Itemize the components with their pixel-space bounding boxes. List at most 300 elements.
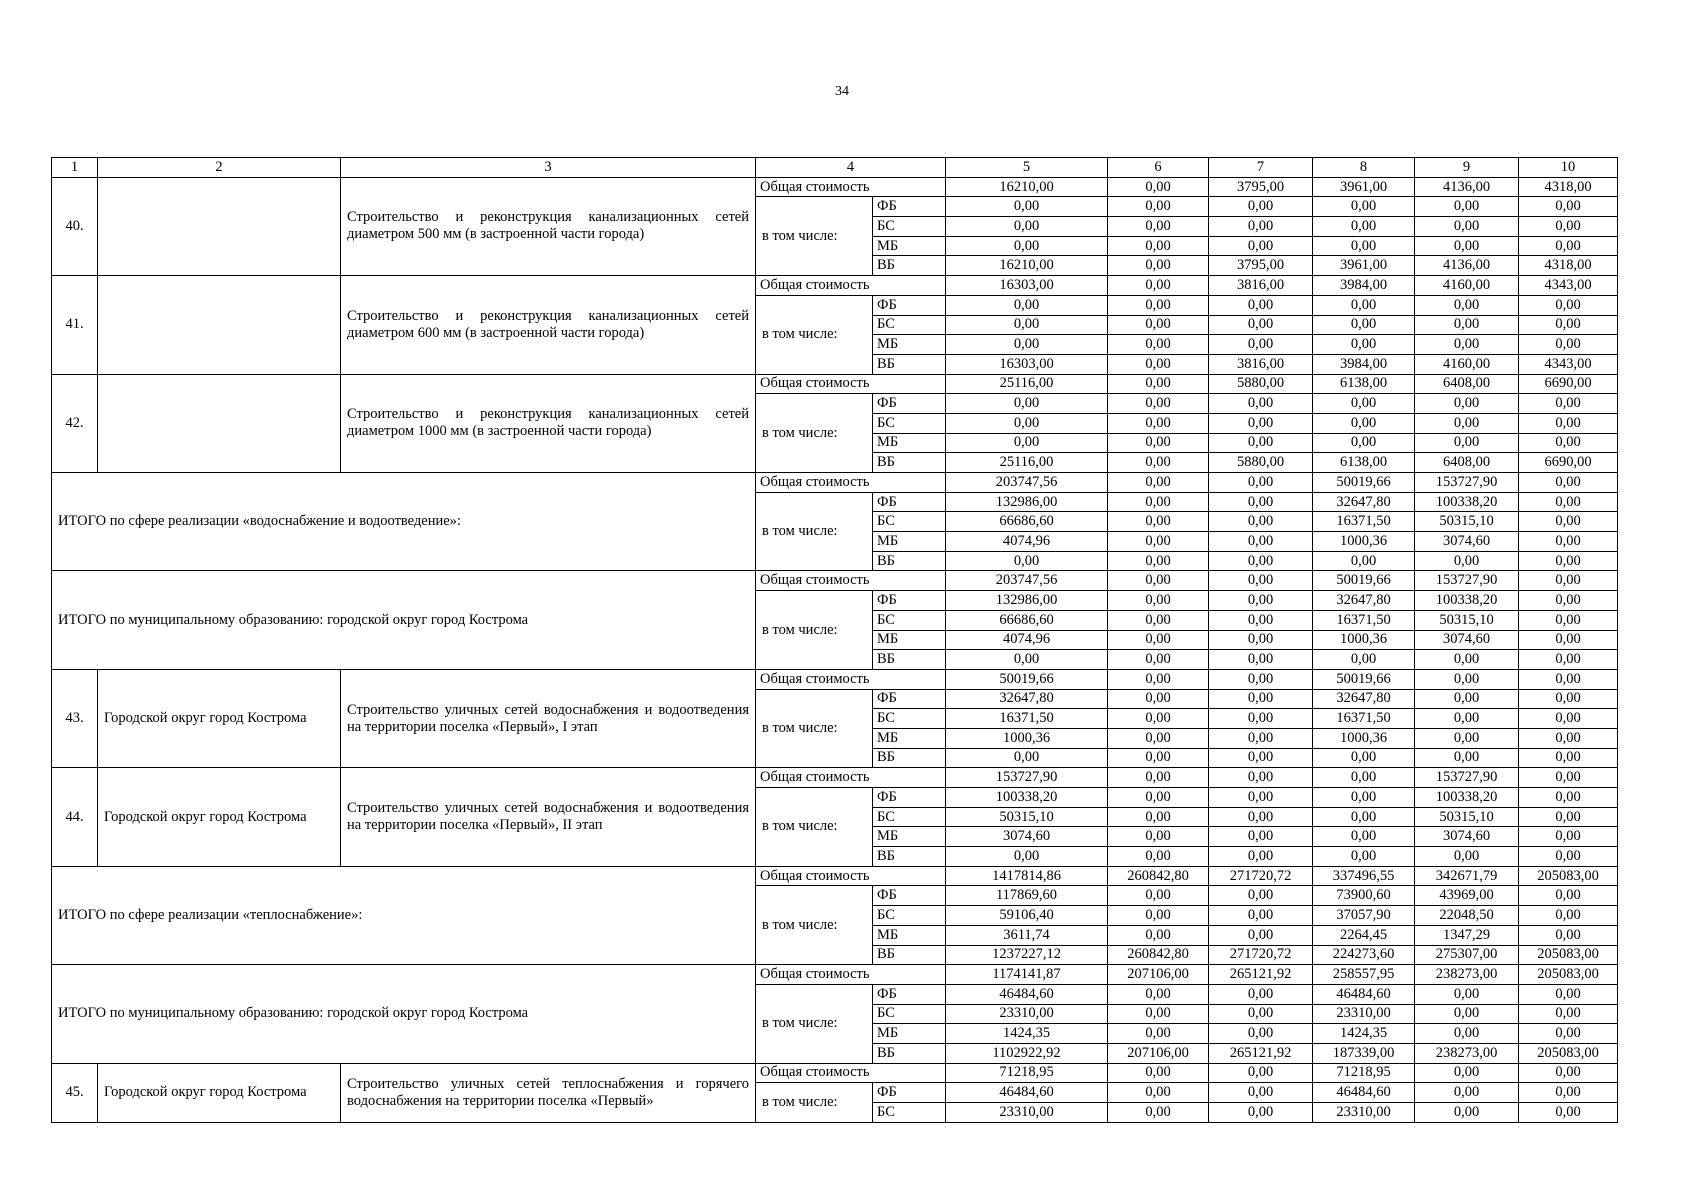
amount-cell: 1417814,86 <box>946 866 1108 886</box>
amount-cell: 0,00 <box>1108 374 1209 394</box>
amount-cell: 0,00 <box>1209 748 1313 768</box>
amount-cell: 153727,90 <box>1415 768 1519 788</box>
amount-cell: 224273,60 <box>1313 945 1415 965</box>
amount-cell: 0,00 <box>1108 1063 1209 1083</box>
table-row <box>52 473 1618 493</box>
amount-cell: 0,00 <box>1519 650 1618 670</box>
amount-cell: 6138,00 <box>1313 453 1415 473</box>
funding-source: ВБ <box>873 453 946 473</box>
amount-cell: 0,00 <box>1209 768 1313 788</box>
total-cost-label: Общая стоимость <box>756 965 946 985</box>
budget-table <box>51 157 1618 1123</box>
column-header: 10 <box>1519 158 1618 178</box>
table-row <box>52 768 1618 788</box>
amount-cell: 0,00 <box>1209 630 1313 650</box>
funding-source: МБ <box>873 335 946 355</box>
amount-cell: 0,00 <box>1108 768 1209 788</box>
funding-source: ФБ <box>873 788 946 808</box>
funding-source: ВБ <box>873 847 946 867</box>
amount-cell: 0,00 <box>1519 473 1618 493</box>
funding-source: БС <box>873 512 946 532</box>
table-row <box>52 276 1618 296</box>
amount-cell: 0,00 <box>1209 394 1313 414</box>
funding-source: МБ <box>873 728 946 748</box>
amount-cell: 46484,60 <box>1313 1083 1415 1103</box>
amount-cell: 0,00 <box>1313 650 1415 670</box>
amount-cell: 132986,00 <box>946 591 1108 611</box>
amount-cell: 0,00 <box>1108 1024 1209 1044</box>
funding-source: ФБ <box>873 689 946 709</box>
column-header: 4 <box>756 158 946 178</box>
funding-source: ФБ <box>873 591 946 611</box>
including-label: в том числе: <box>756 197 873 276</box>
amount-cell: 0,00 <box>1415 315 1519 335</box>
amount-cell: 117869,60 <box>946 886 1108 906</box>
amount-cell: 0,00 <box>1108 177 1209 197</box>
amount-cell: 0,00 <box>1415 984 1519 1004</box>
amount-cell: 0,00 <box>1313 788 1415 808</box>
amount-cell: 0,00 <box>1108 217 1209 237</box>
amount-cell: 187339,00 <box>1313 1043 1415 1063</box>
project-description: Строительство уличных сетей теплоснабжения и горячего водоснабжения на территории поселка «Первый» <box>341 1063 756 1122</box>
amount-cell: 203747,56 <box>946 571 1108 591</box>
organization-cell: Городской округ город Кострома <box>98 669 341 767</box>
amount-cell: 16371,50 <box>1313 709 1415 729</box>
column-header: 6 <box>1108 158 1209 178</box>
funding-source: МБ <box>873 827 946 847</box>
including-label: в том числе: <box>756 1083 873 1122</box>
amount-cell: 0,00 <box>1313 413 1415 433</box>
amount-cell: 23310,00 <box>946 1004 1108 1024</box>
amount-cell: 0,00 <box>1519 768 1618 788</box>
amount-cell: 0,00 <box>1313 827 1415 847</box>
table-row <box>52 571 1618 591</box>
funding-source: ФБ <box>873 492 946 512</box>
amount-cell: 0,00 <box>1108 433 1209 453</box>
total-cost-label: Общая стоимость <box>756 768 946 788</box>
amount-cell: 4160,00 <box>1415 354 1519 374</box>
amount-cell: 0,00 <box>1415 295 1519 315</box>
amount-cell: 0,00 <box>1519 217 1618 237</box>
amount-cell: 2264,45 <box>1313 925 1415 945</box>
funding-source: ФБ <box>873 984 946 1004</box>
table-row <box>52 866 1618 886</box>
amount-cell: 0,00 <box>1209 236 1313 256</box>
amount-cell: 23310,00 <box>946 1103 1108 1123</box>
amount-cell: 0,00 <box>1209 1083 1313 1103</box>
amount-cell: 0,00 <box>1519 610 1618 630</box>
amount-cell: 0,00 <box>946 236 1108 256</box>
amount-cell: 23310,00 <box>1313 1004 1415 1024</box>
amount-cell: 0,00 <box>1209 689 1313 709</box>
amount-cell: 1237227,12 <box>946 945 1108 965</box>
amount-cell: 59106,40 <box>946 906 1108 926</box>
amount-cell: 0,00 <box>1108 728 1209 748</box>
amount-cell: 0,00 <box>1519 1083 1618 1103</box>
amount-cell: 0,00 <box>946 295 1108 315</box>
amount-cell: 153727,90 <box>1415 473 1519 493</box>
amount-cell: 0,00 <box>1519 551 1618 571</box>
amount-cell: 0,00 <box>946 413 1108 433</box>
amount-cell: 23310,00 <box>1313 1103 1415 1123</box>
amount-cell: 0,00 <box>1209 709 1313 729</box>
amount-cell: 3795,00 <box>1209 177 1313 197</box>
column-header: 3 <box>341 158 756 178</box>
amount-cell: 0,00 <box>1209 610 1313 630</box>
total-cost-label: Общая стоимость <box>756 669 946 689</box>
amount-cell: 0,00 <box>1108 295 1209 315</box>
amount-cell: 0,00 <box>1313 217 1415 237</box>
amount-cell: 258557,95 <box>1313 965 1415 985</box>
amount-cell: 205083,00 <box>1519 866 1618 886</box>
amount-cell: 0,00 <box>1108 1083 1209 1103</box>
total-cost-label: Общая стоимость <box>756 473 946 493</box>
including-label: в том числе: <box>756 591 873 670</box>
amount-cell: 0,00 <box>1519 1004 1618 1024</box>
amount-cell: 0,00 <box>1519 630 1618 650</box>
amount-cell: 25116,00 <box>946 374 1108 394</box>
amount-cell: 0,00 <box>1108 650 1209 670</box>
amount-cell: 0,00 <box>1209 217 1313 237</box>
amount-cell: 0,00 <box>1519 1103 1618 1123</box>
amount-cell: 0,00 <box>1209 315 1313 335</box>
amount-cell: 0,00 <box>1209 886 1313 906</box>
including-label: в том числе: <box>756 689 873 768</box>
amount-cell: 0,00 <box>1108 492 1209 512</box>
amount-cell: 50019,66 <box>1313 473 1415 493</box>
amount-cell: 50315,10 <box>1415 512 1519 532</box>
amount-cell: 32647,80 <box>1313 591 1415 611</box>
total-cost-label: Общая стоимость <box>756 276 946 296</box>
amount-cell: 3816,00 <box>1209 354 1313 374</box>
amount-cell: 0,00 <box>946 197 1108 217</box>
amount-cell: 0,00 <box>1209 551 1313 571</box>
amount-cell: 0,00 <box>1415 236 1519 256</box>
amount-cell: 0,00 <box>1313 394 1415 414</box>
project-description: Строительство уличных сетей водоснабжения и водоотведения на территории поселка «Первый», II этап <box>341 768 756 866</box>
amount-cell: 0,00 <box>1519 984 1618 1004</box>
amount-cell: 0,00 <box>1108 571 1209 591</box>
amount-cell: 0,00 <box>1519 315 1618 335</box>
amount-cell: 0,00 <box>1519 1063 1618 1083</box>
amount-cell: 0,00 <box>1519 709 1618 729</box>
amount-cell: 0,00 <box>1415 847 1519 867</box>
amount-cell: 203747,56 <box>946 473 1108 493</box>
amount-cell: 0,00 <box>1108 984 1209 1004</box>
amount-cell: 0,00 <box>1108 354 1209 374</box>
amount-cell: 0,00 <box>1519 689 1618 709</box>
amount-cell: 1347,29 <box>1415 925 1519 945</box>
project-description: Строительство уличных сетей водоснабжения и водоотведения на территории поселка «Первый», I этап <box>341 669 756 767</box>
amount-cell: 0,00 <box>946 217 1108 237</box>
row-number: 41. <box>52 276 98 374</box>
amount-cell: 0,00 <box>1209 1024 1313 1044</box>
amount-cell: 0,00 <box>1108 236 1209 256</box>
amount-cell: 73900,60 <box>1313 886 1415 906</box>
amount-cell: 32647,80 <box>946 689 1108 709</box>
amount-cell: 0,00 <box>1415 689 1519 709</box>
amount-cell: 0,00 <box>1519 335 1618 355</box>
amount-cell: 46484,60 <box>946 1083 1108 1103</box>
funding-source: ВБ <box>873 354 946 374</box>
amount-cell: 3795,00 <box>1209 256 1313 276</box>
amount-cell: 0,00 <box>1209 433 1313 453</box>
amount-cell: 3961,00 <box>1313 256 1415 276</box>
amount-cell: 0,00 <box>1313 748 1415 768</box>
amount-cell: 0,00 <box>1108 709 1209 729</box>
funding-source: ВБ <box>873 650 946 670</box>
amount-cell: 0,00 <box>1209 669 1313 689</box>
amount-cell: 0,00 <box>1313 768 1415 788</box>
amount-cell: 71218,95 <box>1313 1063 1415 1083</box>
amount-cell: 0,00 <box>1313 197 1415 217</box>
amount-cell: 0,00 <box>1108 256 1209 276</box>
amount-cell: 0,00 <box>1415 394 1519 414</box>
amount-cell: 0,00 <box>1519 788 1618 808</box>
including-label: в том числе: <box>756 394 873 473</box>
amount-cell: 271720,72 <box>1209 945 1313 965</box>
amount-cell: 0,00 <box>1415 748 1519 768</box>
amount-cell: 0,00 <box>1209 906 1313 926</box>
amount-cell: 0,00 <box>1108 551 1209 571</box>
amount-cell: 0,00 <box>1209 512 1313 532</box>
funding-source: МБ <box>873 433 946 453</box>
amount-cell: 0,00 <box>1108 788 1209 808</box>
total-cost-label: Общая стоимость <box>756 1063 946 1083</box>
table-body <box>52 158 1618 1123</box>
amount-cell: 0,00 <box>1415 1024 1519 1044</box>
amount-cell: 22048,50 <box>1415 906 1519 926</box>
amount-cell: 100338,20 <box>1415 788 1519 808</box>
amount-cell: 1000,36 <box>946 728 1108 748</box>
amount-cell: 0,00 <box>946 650 1108 670</box>
amount-cell: 0,00 <box>1519 236 1618 256</box>
total-label: ИТОГО по муниципальному образованию: городской округ город Кострома <box>52 571 756 669</box>
column-header: 2 <box>98 158 341 178</box>
amount-cell: 0,00 <box>1108 630 1209 650</box>
funding-source: БС <box>873 315 946 335</box>
funding-source: БС <box>873 709 946 729</box>
amount-cell: 16371,50 <box>1313 512 1415 532</box>
amount-cell: 50315,10 <box>1415 610 1519 630</box>
amount-cell: 4074,96 <box>946 630 1108 650</box>
amount-cell: 4343,00 <box>1519 276 1618 296</box>
organization-cell: Городской округ город Кострома <box>98 1063 341 1122</box>
amount-cell: 0,00 <box>1108 807 1209 827</box>
amount-cell: 1000,36 <box>1313 532 1415 552</box>
amount-cell: 3074,60 <box>1415 532 1519 552</box>
total-label: ИТОГО по сфере реализации «теплоснабжение»: <box>52 866 756 964</box>
amount-cell: 0,00 <box>1108 512 1209 532</box>
table-row <box>52 374 1618 394</box>
amount-cell: 0,00 <box>1519 925 1618 945</box>
amount-cell: 0,00 <box>1108 827 1209 847</box>
amount-cell: 0,00 <box>1209 728 1313 748</box>
amount-cell: 0,00 <box>1108 197 1209 217</box>
amount-cell: 6408,00 <box>1415 453 1519 473</box>
amount-cell: 0,00 <box>1209 571 1313 591</box>
amount-cell: 0,00 <box>1209 788 1313 808</box>
organization-cell <box>98 276 341 374</box>
amount-cell: 0,00 <box>1313 236 1415 256</box>
row-number: 45. <box>52 1063 98 1122</box>
amount-cell: 0,00 <box>1519 669 1618 689</box>
amount-cell: 50315,10 <box>1415 807 1519 827</box>
amount-cell: 260842,80 <box>1108 866 1209 886</box>
amount-cell: 32647,80 <box>1313 492 1415 512</box>
amount-cell: 4136,00 <box>1415 177 1519 197</box>
amount-cell: 25116,00 <box>946 453 1108 473</box>
page-number: 34 <box>835 84 849 99</box>
project-description: Строительство и реконструкция канализационных сетей диаметром 600 мм (в застроенной части города) <box>341 276 756 374</box>
amount-cell: 66686,60 <box>946 610 1108 630</box>
amount-cell: 0,00 <box>946 748 1108 768</box>
amount-cell: 153727,90 <box>1415 571 1519 591</box>
amount-cell: 0,00 <box>1313 335 1415 355</box>
amount-cell: 3816,00 <box>1209 276 1313 296</box>
column-header: 9 <box>1415 158 1519 178</box>
amount-cell: 265121,92 <box>1209 965 1313 985</box>
amount-cell: 32647,80 <box>1313 689 1415 709</box>
amount-cell: 0,00 <box>1519 728 1618 748</box>
amount-cell: 4343,00 <box>1519 354 1618 374</box>
funding-source: БС <box>873 217 946 237</box>
amount-cell: 0,00 <box>1415 650 1519 670</box>
organization-cell <box>98 374 341 472</box>
amount-cell: 0,00 <box>1313 433 1415 453</box>
amount-cell: 0,00 <box>946 315 1108 335</box>
amount-cell: 3984,00 <box>1313 354 1415 374</box>
amount-cell: 100338,20 <box>946 788 1108 808</box>
amount-cell: 5880,00 <box>1209 453 1313 473</box>
including-label: в том числе: <box>756 492 873 571</box>
table-row <box>52 177 1618 197</box>
column-header: 7 <box>1209 158 1313 178</box>
amount-cell: 4074,96 <box>946 532 1108 552</box>
amount-cell: 4318,00 <box>1519 177 1618 197</box>
amount-cell: 0,00 <box>1415 413 1519 433</box>
amount-cell: 0,00 <box>1415 1103 1519 1123</box>
amount-cell: 0,00 <box>1209 925 1313 945</box>
amount-cell: 0,00 <box>1415 433 1519 453</box>
amount-cell: 0,00 <box>1108 394 1209 414</box>
amount-cell: 0,00 <box>1108 453 1209 473</box>
amount-cell: 0,00 <box>1415 728 1519 748</box>
amount-cell: 0,00 <box>1108 1004 1209 1024</box>
funding-source: ВБ <box>873 551 946 571</box>
column-header: 1 <box>52 158 98 178</box>
amount-cell: 0,00 <box>1415 217 1519 237</box>
funding-source: БС <box>873 1004 946 1024</box>
amount-cell: 0,00 <box>1519 394 1618 414</box>
amount-cell: 0,00 <box>1209 827 1313 847</box>
amount-cell: 0,00 <box>1209 847 1313 867</box>
amount-cell: 0,00 <box>1519 591 1618 611</box>
amount-cell: 153727,90 <box>946 768 1108 788</box>
amount-cell: 16210,00 <box>946 177 1108 197</box>
amount-cell: 0,00 <box>1108 413 1209 433</box>
total-label: ИТОГО по муниципальному образованию: городской округ город Кострома <box>52 965 756 1063</box>
amount-cell: 238273,00 <box>1415 965 1519 985</box>
funding-source: МБ <box>873 630 946 650</box>
amount-cell: 0,00 <box>1415 1063 1519 1083</box>
amount-cell: 0,00 <box>1313 551 1415 571</box>
table-row <box>52 965 1618 985</box>
amount-cell: 0,00 <box>1519 413 1618 433</box>
row-number: 43. <box>52 669 98 767</box>
table-row <box>52 1063 1618 1083</box>
amount-cell: 205083,00 <box>1519 965 1618 985</box>
amount-cell: 4160,00 <box>1415 276 1519 296</box>
amount-cell: 0,00 <box>1209 984 1313 1004</box>
funding-source: ФБ <box>873 295 946 315</box>
amount-cell: 0,00 <box>1108 886 1209 906</box>
funding-source: ФБ <box>873 1083 946 1103</box>
including-label: в том числе: <box>756 788 873 867</box>
table-row <box>52 669 1618 689</box>
amount-cell: 71218,95 <box>946 1063 1108 1083</box>
amount-cell: 0,00 <box>1519 571 1618 591</box>
project-description: Строительство и реконструкция канализационных сетей диаметром 1000 мм (в застроенной части города) <box>341 374 756 472</box>
column-header: 8 <box>1313 158 1415 178</box>
funding-source: ВБ <box>873 256 946 276</box>
amount-cell: 0,00 <box>1415 709 1519 729</box>
amount-cell: 205083,00 <box>1519 1043 1618 1063</box>
funding-source: ФБ <box>873 394 946 414</box>
amount-cell: 0,00 <box>1519 1024 1618 1044</box>
amount-cell: 0,00 <box>1313 295 1415 315</box>
project-description: Строительство и реконструкция канализационных сетей диаметром 500 мм (в застроенной части города) <box>341 177 756 275</box>
amount-cell: 0,00 <box>946 551 1108 571</box>
amount-cell: 1424,35 <box>1313 1024 1415 1044</box>
funding-source: ВБ <box>873 748 946 768</box>
amount-cell: 16210,00 <box>946 256 1108 276</box>
amount-cell: 0,00 <box>1209 473 1313 493</box>
funding-source: ВБ <box>873 945 946 965</box>
amount-cell: 0,00 <box>1415 551 1519 571</box>
amount-cell: 46484,60 <box>1313 984 1415 1004</box>
header-row <box>52 158 1618 178</box>
amount-cell: 0,00 <box>1519 197 1618 217</box>
amount-cell: 16303,00 <box>946 354 1108 374</box>
amount-cell: 43969,00 <box>1415 886 1519 906</box>
including-label: в том числе: <box>756 886 873 965</box>
amount-cell: 0,00 <box>1313 807 1415 827</box>
amount-cell: 0,00 <box>1519 886 1618 906</box>
amount-cell: 46484,60 <box>946 984 1108 1004</box>
amount-cell: 205083,00 <box>1519 945 1618 965</box>
amount-cell: 0,00 <box>1209 1004 1313 1024</box>
funding-source: ВБ <box>873 1043 946 1063</box>
total-cost-label: Общая стоимость <box>756 866 946 886</box>
amount-cell: 6138,00 <box>1313 374 1415 394</box>
amount-cell: 207106,00 <box>1108 1043 1209 1063</box>
amount-cell: 0,00 <box>1108 315 1209 335</box>
amount-cell: 0,00 <box>1108 610 1209 630</box>
amount-cell: 0,00 <box>1108 748 1209 768</box>
amount-cell: 0,00 <box>1209 650 1313 670</box>
amount-cell: 275307,00 <box>1415 945 1519 965</box>
amount-cell: 1000,36 <box>1313 728 1415 748</box>
amount-cell: 0,00 <box>1415 335 1519 355</box>
amount-cell: 0,00 <box>1313 315 1415 335</box>
amount-cell: 0,00 <box>1519 748 1618 768</box>
amount-cell: 50019,66 <box>1313 669 1415 689</box>
amount-cell: 3074,60 <box>1415 630 1519 650</box>
amount-cell: 1174141,87 <box>946 965 1108 985</box>
amount-cell: 0,00 <box>1519 847 1618 867</box>
amount-cell: 5880,00 <box>1209 374 1313 394</box>
